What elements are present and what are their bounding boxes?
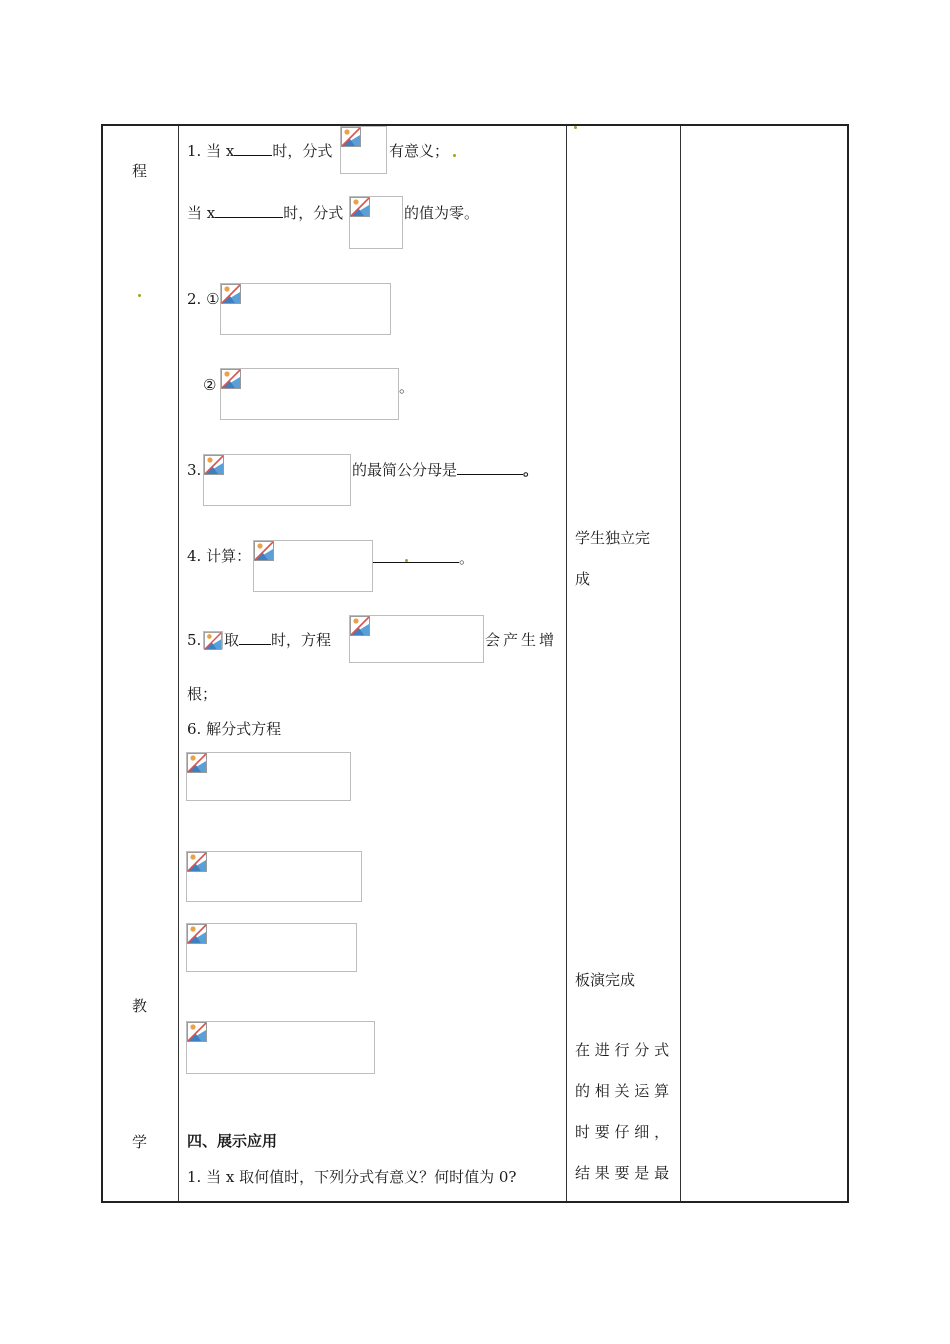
column-divider <box>680 126 681 1201</box>
expression-image <box>220 368 399 420</box>
note-line: 时 要 仔 细 ， <box>575 1123 670 1141</box>
fill-blank <box>234 141 272 156</box>
q1b-text: 当 x 时，分式 <box>187 204 344 222</box>
fill-blank <box>215 203 283 218</box>
stray-dot <box>405 559 408 562</box>
fill-blank <box>239 630 271 645</box>
q4-prefix: 4. 计算： <box>187 547 252 565</box>
note-line: 结 果 要 是 最 <box>575 1164 670 1182</box>
broken-image-icon <box>254 541 274 561</box>
fill-blank <box>373 548 459 563</box>
broken-image-icon <box>350 616 370 636</box>
note-line: 在 进 行 分 式 <box>575 1041 670 1059</box>
broken-image-icon <box>187 924 207 944</box>
column-divider <box>178 126 179 1201</box>
q1a-text: 1. 当 x 时，分式 <box>187 142 333 160</box>
stage-label-cheng: 程 <box>132 162 148 180</box>
q3-text: 的最简公分母是 。 <box>352 461 539 479</box>
stray-dot <box>138 294 141 297</box>
broken-image-icon <box>204 455 224 475</box>
q5-suffix: 会产生增 <box>485 631 558 649</box>
q2b-suffix: 。 <box>399 378 415 396</box>
equation-image <box>186 1021 375 1074</box>
q5-text: 取 时，方程 <box>224 631 332 649</box>
note-line: 成 <box>575 570 591 588</box>
broken-image-icon <box>341 127 361 147</box>
expression-image <box>220 283 391 335</box>
fraction-image <box>349 196 403 249</box>
q1b-suffix: 的值为零。 <box>404 204 480 222</box>
equation-image <box>186 923 357 972</box>
broken-image-icon <box>187 852 207 872</box>
q2-label: 2. ① <box>187 290 220 308</box>
stage-label-jiao: 教 <box>132 997 148 1015</box>
q6-text: 6. 解分式方程 <box>187 720 282 738</box>
q4-answer: 。 <box>373 548 474 568</box>
variable-image <box>203 631 223 649</box>
broken-image-icon <box>187 753 207 773</box>
fill-blank <box>457 460 523 475</box>
equation-image <box>186 752 351 801</box>
q5-continuation: 根； <box>187 685 218 703</box>
column-divider <box>566 126 567 1201</box>
expression-image <box>203 454 351 506</box>
note-line: 的 相 关 运 算 <box>575 1082 670 1100</box>
section-heading: 四、展示应用 <box>187 1132 278 1150</box>
q5-prefix: 5. <box>187 631 202 649</box>
stray-dot <box>453 154 456 157</box>
broken-image-icon <box>187 1022 207 1042</box>
broken-image-icon <box>204 632 222 650</box>
fraction-image <box>340 126 387 174</box>
q2b-label: ② <box>203 376 217 394</box>
equation-image <box>186 851 362 902</box>
equation-image <box>349 615 484 663</box>
stage-label-xue: 学 <box>132 1133 148 1151</box>
note-line: 学生独立完 <box>575 529 651 547</box>
application-question: 1. 当 x 取何值时，下列分式有意义？何时值为 0? <box>187 1168 517 1186</box>
broken-image-icon <box>221 369 241 389</box>
q3-prefix: 3. <box>187 461 202 479</box>
broken-image-icon <box>221 284 241 304</box>
stray-dot <box>574 126 577 129</box>
expression-image <box>253 540 373 592</box>
note-line: 板演完成 <box>575 971 636 989</box>
broken-image-icon <box>350 197 370 217</box>
q1a-suffix: 有意义； <box>389 142 450 160</box>
